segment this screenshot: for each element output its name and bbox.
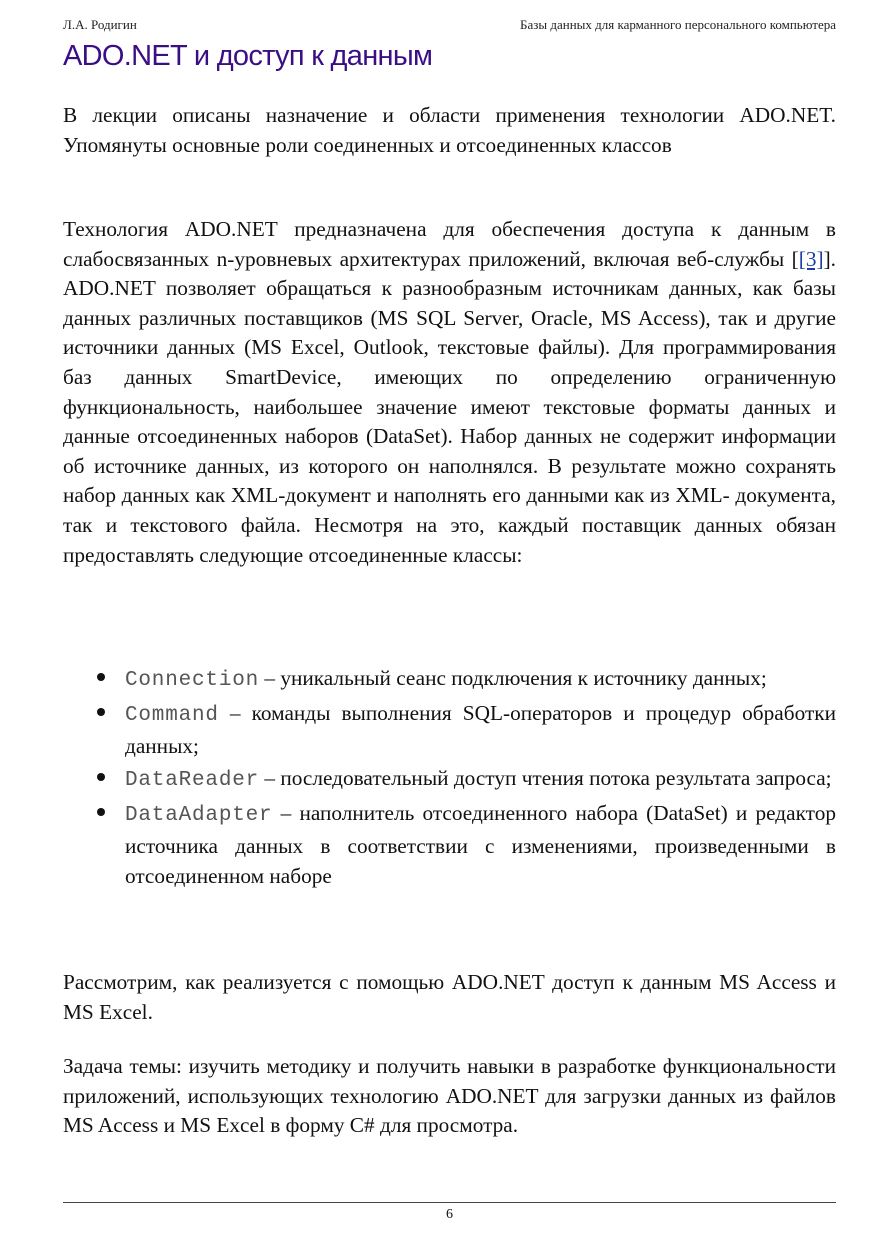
- footer-divider: [63, 1202, 836, 1203]
- class-description: – команды выполнения SQL-операторов и процедур обработки данных;: [125, 701, 836, 758]
- consider-paragraph: Рассмотрим, как реализуется с помощью ADO.NET доступ к данным MS Access и MS Excel.: [63, 970, 836, 1024]
- header-author: Л.А. Родигин: [63, 17, 137, 32]
- class-name: DataReader: [125, 769, 260, 792]
- list-item: [63, 698, 836, 761]
- task-paragraph: Задача темы: изучить методику и получить навыки в разработке функциональности приложений, использующих технологию ADO.NET для загрузки данных из файлов MS Access и MS Excel в форму C# для просмотра.: [63, 1054, 836, 1138]
- list-item: [63, 763, 836, 796]
- bullet-icon: [97, 773, 105, 781]
- list-item: [63, 798, 836, 891]
- bullet-icon: [97, 708, 105, 716]
- bullet-icon: [97, 808, 105, 816]
- document-page: [63, 0, 836, 1241]
- main-paragraph-rest: ]. ADO.NET позволяет обращаться к разнообразным источникам данных, как базы данных различных поставщиков (MS SQL Server, Oracle, MS Access), так и другие источники данных (MS Excel, Outlook, текстовые файлы). Для программирования баз данных SmartDevice, имеющих по определению ограниченную функциональность, наибольшее значение имеют текстовые форматы данных и данные отсоединенных наборов (DataSet). Набор данных не содержит информации об источнике данных, из которого он наполнялся. В результате можно сохранять набор данных как XML-документ и наполнять его данными как из XML- документа, так и текстового файла. Несмотря на это, каждый поставщик данных обязан предоставлять следующие отсоединенные классы:: [63, 246, 836, 567]
- main-paragraph: [63, 215, 836, 570]
- class-description: – наполнитель отсоединенного набора (DataSet) и редактор источника данных в соответствии с изменениями, произведенными в отсоединенном наборе: [125, 801, 836, 888]
- class-name: DataAdapter: [125, 804, 273, 827]
- list-item: [63, 663, 836, 696]
- reference-link[interactable]: [3]: [798, 246, 824, 271]
- class-description: – уникальный сеанс подключения к источнику данных;: [259, 666, 767, 690]
- page-title: ADO.NET и доступ к данным: [63, 40, 433, 72]
- header-book-title: Базы данных для карманного персонального компьютера: [520, 17, 836, 32]
- page-number: 6: [446, 1207, 453, 1222]
- main-paragraph-start: Технология ADO.NET предназначена для обеспечения доступа к данным в слабосвязанных n-уровневых архитектурах приложений, включая веб-службы [: [63, 217, 836, 271]
- bullet-icon: [97, 673, 105, 681]
- intro-paragraph: В лекции описаны назначение и области применения технологии ADO.NET. Упомянуты основные роли соединенных и отсоединенных классов: [63, 103, 836, 157]
- class-description: – последовательный доступ чтения потока результата запроса;: [259, 766, 832, 790]
- class-name: Connection: [125, 669, 260, 692]
- class-name: Command: [125, 704, 219, 727]
- class-list: [63, 663, 836, 893]
- running-header: [63, 17, 836, 35]
